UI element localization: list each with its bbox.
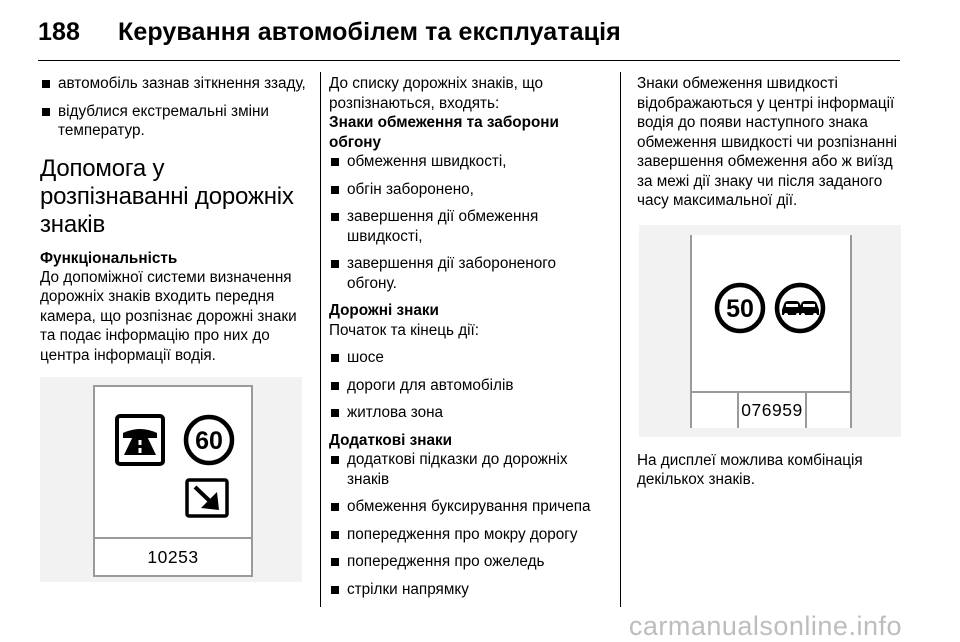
speed-limit-icon	[186, 417, 232, 463]
list-item: попередження про мокру дорогу	[329, 525, 607, 545]
group-title-road-signs: Дорожні знаки	[329, 302, 439, 319]
display-frame	[93, 385, 253, 577]
subheading-functionality: Функціональність	[40, 249, 178, 267]
speed-limit-value: 60	[195, 427, 223, 455]
list-item: обмеження швидкості,	[329, 152, 607, 172]
speed-limit-value: 50	[726, 294, 754, 323]
paragraph: До допоміжної системи визначення дорожніх знаків входить передня камера, що розпізнає дорожні знаки та подає інформацію про них до центра інформації водія.	[40, 268, 297, 364]
group-title-additional: Додаткові знаки	[329, 431, 453, 449]
list-item: додаткові підказки до дорожніх знаків	[329, 450, 607, 489]
list-item: попередження про ожеледь	[329, 552, 607, 572]
bullet-list	[40, 74, 308, 141]
no-overtaking-icon	[777, 285, 823, 331]
sign-display-figure-2	[639, 225, 901, 437]
list-item: завершення дії обмеження швидкості,	[329, 207, 607, 246]
paragraph: Знаки обмеження швидкості відображаються у центрі інформації водія до появи наступного знака обмеження швидкості чи розпізнанні завершення обмеження або ж виїзд за межі дії знаку чи після заданого часу максимальної дії.	[637, 75, 898, 209]
chapter-title: Керування автомобілем та експлуатація	[118, 18, 621, 46]
column-divider-2	[620, 72, 621, 607]
list-item: обгін заборонено,	[329, 180, 607, 200]
column-2	[329, 74, 607, 607]
column-divider-1	[320, 72, 321, 607]
page-number: 188	[38, 18, 81, 46]
page-header	[38, 18, 621, 47]
section-title: Допомога у розпізнаванні дорожніх знаків	[40, 154, 294, 238]
bullet-list-additional	[329, 450, 607, 599]
display-frame	[690, 235, 852, 428]
watermark: carmanualsonline.info	[628, 611, 902, 641]
sign-code: 076959	[737, 391, 807, 428]
group-intro: Початок та кінець дії:	[329, 321, 480, 339]
list-item: житлова зона	[329, 403, 607, 423]
column-1	[40, 74, 308, 582]
header-rule	[38, 60, 900, 61]
bullet-list-limits	[329, 152, 607, 293]
sign-code: 10253	[95, 537, 251, 575]
list-item: відублися екстремальні зміни температур.	[40, 102, 308, 141]
group-title-limits: Знаки обмеження та заборони обгону	[329, 114, 559, 151]
list-item: завершення дії забороненого обгону.	[329, 254, 607, 293]
sign-display-figure-1	[40, 377, 302, 582]
bullet-list-road-signs	[329, 348, 607, 423]
list-item: автомобіль зазнав зіткнення ззаду,	[40, 74, 308, 94]
column-3	[637, 74, 909, 490]
list-item: шосе	[329, 348, 607, 368]
display-divider	[692, 391, 850, 393]
speed-limit-icon	[717, 285, 763, 331]
list-item: дороги для автомобілів	[329, 376, 607, 396]
list-item: обмеження буксирування причепа	[329, 497, 607, 517]
paragraph: На дисплеї можлива комбінація декількох знаків.	[637, 451, 863, 488]
list-item: стрілки напрямку	[329, 580, 607, 600]
intro-paragraph: До списку дорожніх знаків, що розпізнаються, входять:	[329, 75, 544, 112]
motorway-icon	[117, 416, 163, 464]
arrow-down-right-icon	[187, 480, 227, 516]
